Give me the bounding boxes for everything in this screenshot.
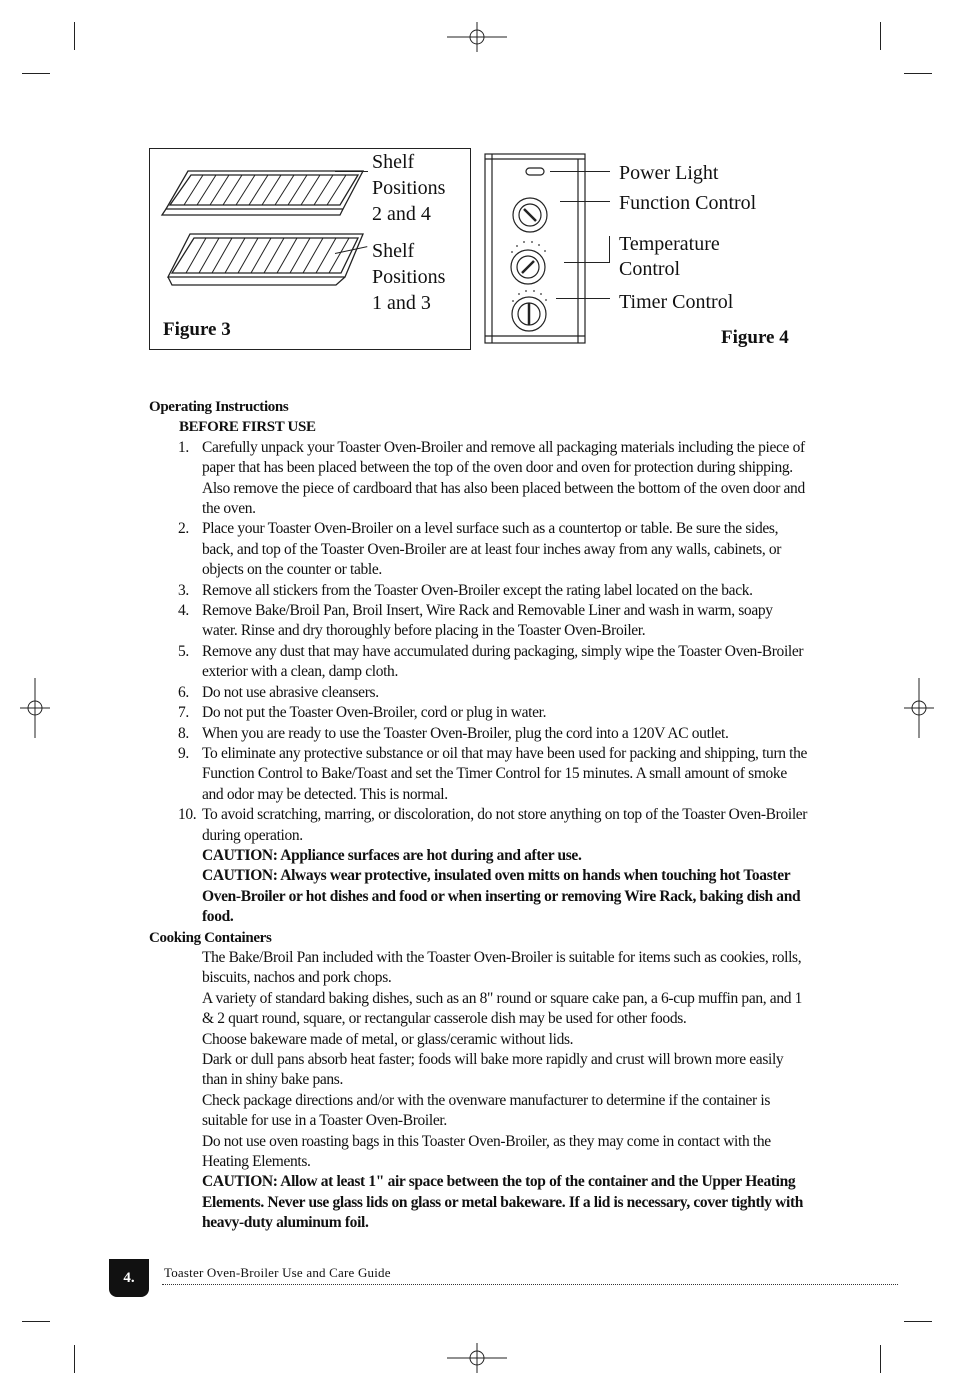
crop-mark — [904, 73, 932, 74]
list-item: 5. Remove any dust that may have accumulated during packaging, simply wipe the Toaster Oven-Broiler exterior with a clean, damp cloth. — [178, 642, 804, 681]
section-subtitle: BEFORE FIRST USE — [179, 419, 316, 436]
crop-mark — [904, 1321, 932, 1322]
list-item: 2. Place your Toaster Oven-Broiler on a level surface such as a countertop or table. Be sure the sides, back, and top of the Toaster Oven-Broiler are at least four inches away from any walls, cabinets, or objects on the counter or table. — [178, 520, 782, 579]
list-item: 4. Remove Bake/Broil Pan, Broil Insert, Wire Rack and Removable Liner and wash in warm, soapy water. Rinse and dry thoroughly before placing in the Toaster Oven-Broiler. — [178, 602, 773, 640]
instructions-body — [149, 397, 809, 1234]
list-item: 10. To avoid scratching, marring, or discoloration, do not store anything on top of the Toaster Oven-Broiler during operation. — [178, 806, 808, 844]
crop-mark — [880, 22, 881, 50]
caution-text: CAUTION: Allow at least 1" air space between the top of the container and the Upper Heating Elements. Never use glass lids on glass or metal bakeware. If a lid is necessary, cover tightly with heavy-duty aluminum foil. — [202, 1173, 804, 1232]
leader-line — [335, 171, 368, 172]
paragraph: Check package directions and/or with the ovenware manufacturer to determine if the container is suitable for use in a Toaster Oven-Broiler. — [202, 1091, 770, 1130]
paragraph: The Bake/Broil Pan included with the Toaster Oven-Broiler is suitable for items such as cookies, rolls, biscuits, nachos and pork chops. — [202, 948, 802, 987]
figure-3-caption: Figure 3 — [163, 319, 231, 340]
list-item: 3. Remove all stickers from the Toaster Oven-Broiler except the rating label located on the back. — [178, 581, 753, 599]
footer-title: Toaster Oven-Broiler Use and Care Guide — [164, 1265, 391, 1280]
crop-mark — [74, 1345, 75, 1373]
footer-divider — [162, 1284, 898, 1285]
registration-mark-icon — [904, 678, 934, 738]
temperature-control-label: Temperature Control — [619, 233, 720, 280]
list-item: 7. Do not put the Toaster Oven-Broiler, cord or plug in water. — [178, 704, 547, 722]
section-title: Operating Instructions — [149, 399, 289, 415]
wire-rack-illustration — [158, 159, 370, 289]
shelf-positions-1-3-label: Shelf Positions 1 and 3 — [372, 240, 446, 314]
paragraph: Do not use oven roasting bags in this Toaster Oven-Broiler, as they may come in contact with the Heating Elements. — [202, 1132, 771, 1171]
page-number-badge: 4. — [109, 1259, 149, 1297]
paragraph: Dark or dull pans absorb heat faster; foods will bake more rapidly and crust will brown more easily than in shiny bake pans. — [202, 1051, 784, 1089]
section-title: Cooking Containers — [149, 929, 272, 946]
list-item: 6. Do not use abrasive cleansers. — [178, 683, 379, 701]
crop-mark — [74, 22, 75, 50]
steps-list — [149, 438, 809, 846]
control-panel-illustration — [484, 153, 590, 345]
crop-mark — [22, 73, 50, 74]
caution-text: CAUTION: Appliance surfaces are hot during and after use. — [202, 846, 582, 864]
list-item: 8. When you are ready to use the Toaster Oven-Broiler, plug the cord into a 120V AC outlet. — [178, 724, 729, 742]
function-control-label: Function Control — [619, 192, 757, 214]
paragraph: Choose bakeware made of metal, or glass/ceramic without lids. — [202, 1030, 574, 1048]
leader-line — [550, 171, 610, 172]
shelf-positions-2-4-label: Shelf Positions 2 and 4 — [372, 151, 446, 225]
figure-4-caption: Figure 4 — [721, 327, 789, 348]
crop-mark — [22, 1321, 50, 1322]
leader-line — [564, 262, 610, 263]
caution-text: CAUTION: Always wear protective, insulated oven mitts on hands when touching hot Toaster Oven-Broiler or hot dishes and food or when inserting or removing Wire Rack, baking dish and food. — [202, 867, 801, 926]
list-item: 9. To eliminate any protective substance or oil that may have been used for packing and shipping, turn the Function Control to Bake/Toast and set the Timer Control for 15 minutes. A small amount of smoke and odor may be detected. This is normal. — [178, 744, 808, 803]
leader-line — [556, 298, 610, 299]
paragraph: A variety of standard baking dishes, such as an 8" round or square cake pan, a 6-cup muffin pan, and 1 & 2 quart round, square, or rectangular casserole dish may be used for other foods. — [202, 989, 803, 1028]
registration-mark-icon — [447, 1343, 507, 1373]
power-light-label: Power Light — [619, 162, 719, 184]
crop-mark — [880, 1345, 881, 1373]
list-item: 1. Carefully unpack your Toaster Oven-Broiler and remove all packaging materials including the piece of paper that has been placed between the top of the oven door and oven for protection during shipping. Also remove the piece of cardboard that has also been placed between the bottom of the oven door and the oven. — [178, 438, 805, 518]
registration-mark-icon — [20, 678, 50, 738]
leader-line — [609, 236, 610, 262]
timer-control-label: Timer Control — [619, 291, 734, 313]
figure-3 — [149, 148, 471, 350]
registration-mark-icon — [447, 22, 507, 52]
leader-line — [560, 201, 610, 202]
